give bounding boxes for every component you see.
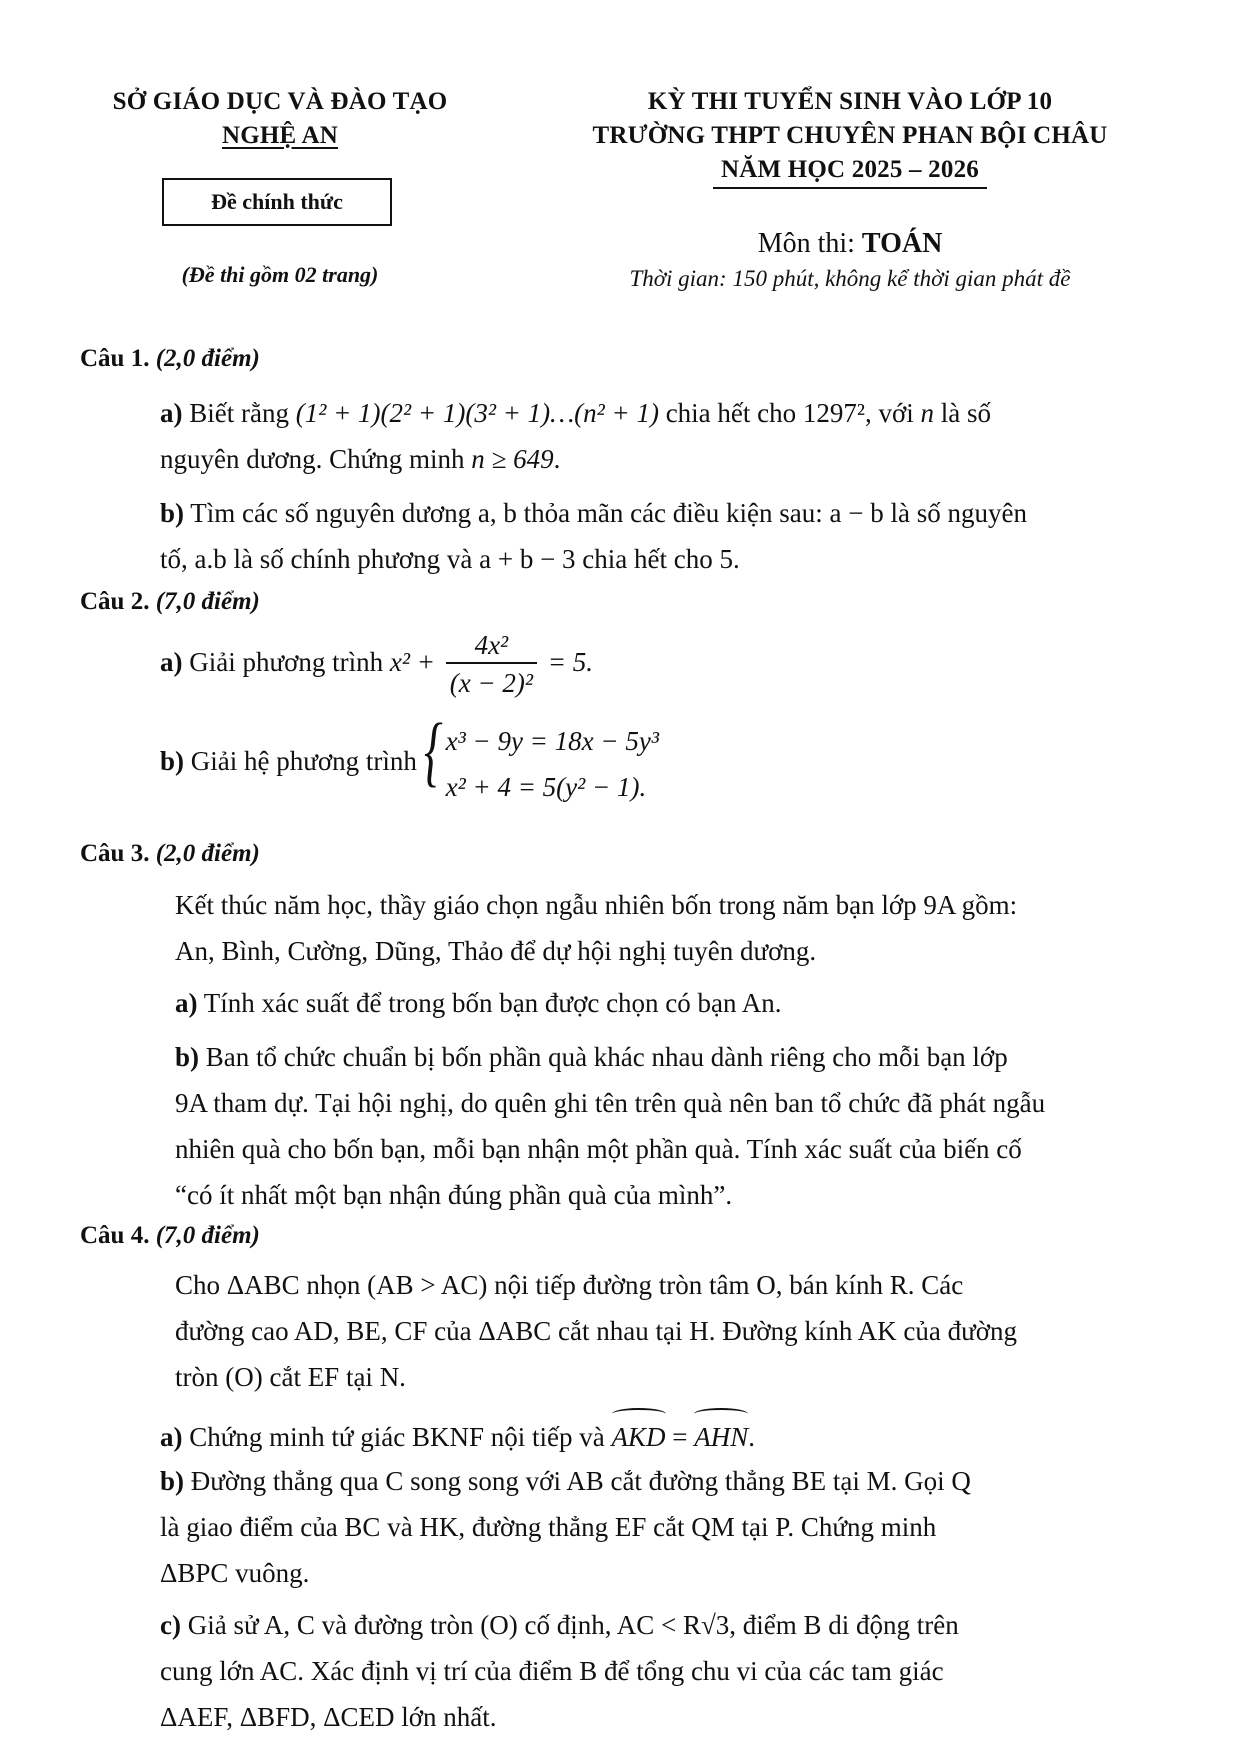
q2-part-a: a) Giải phương trình x² + $\frac{\text{4x²}}{\text{(x − 2)²}}$ = 5. [160, 628, 1170, 702]
school-name: TRƯỜNG THPT CHUYÊN PHAN BỘI CHÂU [592, 122, 1108, 149]
brace-icon: { [423, 707, 443, 794]
q1-product-expr: (1² + 1)(2² + 1)(3² + 1)…(n² + 1) [295, 398, 659, 428]
official-exam-box: Đề chính thức [162, 178, 392, 226]
q4-intro-line2: đường cao AD, BE, CF của ΔABC cắt nhau tại H. Đường kính AK của đường [175, 1316, 1017, 1346]
q1-part-a: a) Biết rằng (1² + 1)(2² + 1)(3² + 1)…(n² + 1) chia hết cho 1297², với n là số [160, 398, 991, 428]
q4-intro-line3: tròn (O) cắt EF tại N. [175, 1362, 406, 1392]
q2-title: Câu 2. (7,0 điểm) [80, 588, 260, 615]
q2-fraction: $\frac{\text{4x²}}{\text{(x − 2)²}}$ [446, 628, 537, 702]
q3-part-a: a) Tính xác suất để trong bốn bạn được chọn có bạn An. [175, 988, 782, 1018]
pages-note: (Đề thi gồm 02 trang) [181, 262, 379, 287]
exam-title: KỲ THI TUYỂN SINH VÀO LỚP 10 [647, 88, 1053, 115]
q3-part-b: b) Ban tổ chức chuẩn bị bốn phần quà khác nhau dành riêng cho mỗi bạn lớp [175, 1042, 1008, 1072]
q4-part-b: b) Đường thẳng qua C song song với AB cắt đường thẳng BE tại M. Gọi Q [160, 1466, 971, 1496]
q4-part-c-line2: cung lớn AC. Xác định vị trí của điểm B để tổng chu vi của các tam giác [160, 1656, 944, 1686]
q1-part-b-line2: tố, a.b là số chính phương và a + b − 3 chia hết cho 5. [160, 544, 740, 574]
q4-part-b-line2: là giao điểm của BC và HK, đường thẳng EF cắt QM tại P. Chứng minh [160, 1512, 937, 1542]
department-name: SỞ GIÁO DỤC VÀ ĐÀO TẠO [112, 88, 448, 115]
q3-intro: Kết thúc năm học, thầy giáo chọn ngẫu nhiên bốn trong năm bạn lớp 9A gồm: [175, 890, 1018, 920]
q3-title: Câu 3. (2,0 điểm) [80, 840, 260, 867]
q4-part-c-line3: ΔAEF, ΔBFD, ΔCED lớn nhất. [160, 1702, 497, 1732]
school-year: NĂM HỌC 2025 – 2026 [540, 156, 1160, 184]
q1-title: Câu 1. (2,0 điểm) [80, 345, 260, 372]
q1-part-b: b) Tìm các số nguyên dương a, b thỏa mãn các điều kiện sau: a − b là số nguyên [160, 498, 1027, 528]
q4-intro: Cho ΔABC nhọn (AB > AC) nội tiếp đường tròn tâm O, bán kính R. Các [175, 1270, 964, 1300]
q2-equation-system: { x³ − 9y = 18x − 5y³ x² + 4 = 5(y² − 1). [423, 707, 659, 802]
q4-part-c: c) Giả sử A, C và đường tròn (O) cố định, AC < R√3, điểm B di động trên [160, 1610, 959, 1640]
time-note: Thời gian: 150 phút, không kể thời gian phát đề [629, 266, 1071, 291]
angle-akd: AKD [612, 1408, 666, 1460]
q3-intro-line2: An, Bình, Cường, Dũng, Thảo để dự hội nghị tuyên dương. [175, 936, 817, 966]
q2-part-b: b) Giải hệ phương trình { x³ − 9y = 18x − 5y³ x² + 4 = 5(y² − 1). [160, 718, 1170, 810]
q1-part-a-line2: nguyên dương. Chứng minh n ≥ 649. [160, 444, 561, 474]
q4-part-b-line3: ΔBPC vuông. [160, 1558, 310, 1588]
province-name: NGHỆ AN [222, 122, 338, 149]
q3-part-b-line3: nhiên quà cho bốn bạn, mỗi bạn nhận một phần quà. Tính xác suất của biến cố [175, 1134, 1022, 1164]
angle-ahn: AHN [694, 1408, 748, 1460]
q3-part-b-line2: 9A tham dự. Tại hội nghị, do quên ghi tên trên quà nên ban tổ chức đã phát ngẫu [175, 1088, 1046, 1118]
q3-part-b-line4: “có ít nhất một bạn nhận đúng phần quà của mình”. [175, 1180, 733, 1210]
q4-title: Câu 4. (7,0 điểm) [80, 1222, 260, 1249]
q4-part-a: a) Chứng minh tứ giác BKNF nội tiếp và AKD = AHN. [160, 1408, 1170, 1460]
subject-line: Môn thi: TOÁN [757, 228, 943, 259]
